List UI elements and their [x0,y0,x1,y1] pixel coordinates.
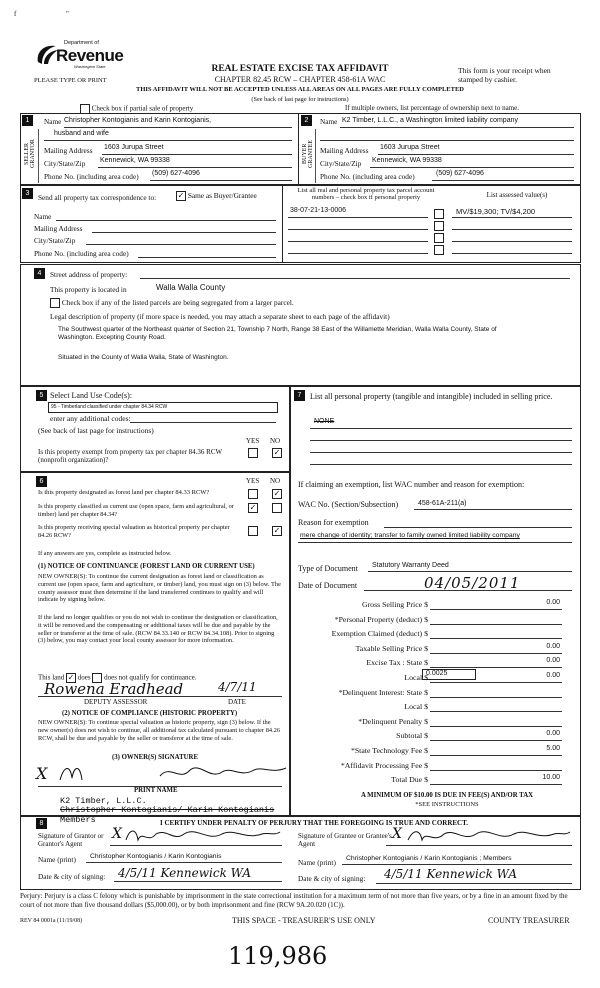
seller-city-value: Kennewick, WA 99338 [100,157,170,164]
reason-label: Reason for exemption [298,518,369,527]
segregated-label: Check box if any of the listed parcels are being segregated from a larger parcel. [61,298,294,307]
notice-1-paragraph-2: If the land no longer qualifies or you do not wish to continue the designation or classification, it will be removed and the compensating or additional taxes will be due and payable by the seller or transferor at the time of sale. (RCW 84.33.140 or RCW 84.34.108). Prior to signing (3) below, you may contact your local county assessor for more information. [38,614,278,645]
does-label: does [77,673,91,682]
grantee-sig-line [386,845,572,846]
value-line-1 [452,217,572,218]
wac-line [414,509,572,510]
grantee-date-label: Date & city of signing: [298,874,366,883]
historic-yes-checkbox[interactable] [248,526,258,536]
parcel-checkbox-3[interactable] [434,233,444,243]
located-label: This property is located in [50,285,127,294]
handwritten-number: 119,986 [228,942,328,970]
s3-name-line [56,220,276,221]
money-row-line [430,667,562,668]
buyer-mailing-line [378,154,574,155]
same-as-row [176,191,257,201]
forest-yes-checkbox[interactable] [248,489,258,499]
grantor-date-label: Date & city of signing: [38,872,106,881]
money-row-line [430,624,562,625]
treasurer-space-label: THIS SPACE - TREASURER'S USE ONLY [232,916,376,925]
current-use-no-checkbox[interactable] [272,503,282,513]
section-2-number: 2 [301,115,312,126]
seller-side-rule [38,129,39,183]
seller-mailing-label: Mailing Address [44,146,93,155]
assessor-signature: Rowena Eradhead [44,680,184,698]
personal-property-label: List all personal property (tangible and intangible) included in selling price. [310,392,553,401]
seller-name-label: Name [44,117,62,126]
s6-yes: YES [246,477,260,485]
buyer-phone-line [432,180,574,181]
notice-1-title: (1) NOTICE OF CONTINUANCE (FOREST LAND OR CURRENT USE) [38,563,255,570]
section-3-divider [282,185,283,262]
reason-line-2 [298,542,572,543]
grantee-signature-mark: X [392,826,402,842]
grantor-sig-line [110,845,282,846]
section-4-block [20,264,581,386]
forest-no-checkbox[interactable]: ✓ [273,489,281,498]
corner-mark: f [14,10,17,18]
grantee-date-line [376,883,572,884]
seller-city-label: City/State/Zip [44,159,86,168]
money-row-value[interactable]: 0.00 [546,672,560,679]
certify-statement: I CERTIFY UNDER PENALTY OF PERJURY THAT THE FOREGOING IS TRUE AND CORRECT. [160,819,469,827]
partial-sale-label: Check box if partial sale of property [91,104,194,113]
s3-phone-label: Phone No. (including area code) [34,249,129,258]
any-yes-note: If any answers are yes, complete as instructed below. [38,550,172,557]
s3-name-label: Name [34,212,52,221]
grantor-date-line [114,881,282,882]
money-row-label: Gross Selling Price $ [361,600,428,609]
money-row-line [430,726,562,727]
form-warning: THIS AFFIDAVIT WILL NOT BE ACCEPTED UNLESS ALL AREAS ON ALL PAGES ARE FULLY COMPLETED [136,86,464,93]
form-revision: REV 84 0001a (11/19/08) [20,918,83,924]
section-5-number: 5 [36,390,47,401]
money-row-value[interactable]: 0.00 [546,730,560,737]
wac-label: WAC No. (Section/Subsection) [298,500,399,509]
assessor-line [38,696,282,697]
print-name-2: Christopher Kontogianis/ Karin Kontogianis [60,805,275,815]
see-instructions-note: *SEE INSTRUCTIONS [415,801,479,808]
assessed-value: MV/$19,300; TV/$4,200 [456,207,536,216]
local-rate-value: 0.0025 [426,670,448,677]
money-row-label: Exemption Claimed (deduct) $ [331,629,428,638]
does-checkbox[interactable]: ✓ [67,673,75,682]
s3-city-label: City/State/Zip [34,236,76,245]
money-row-line [430,770,562,771]
doc-type-line [368,571,572,572]
land-use-select[interactable] [48,402,278,413]
county-treasurer-label: COUNTY TREASURER [488,916,570,925]
buyer-mailing-label: Mailing Address [320,146,369,155]
money-row-line [430,609,562,610]
exempt-yes-checkbox[interactable] [248,448,258,458]
print-name-1: K2 Timber, L.L.C. [60,796,147,806]
pp-line-1 [310,428,572,429]
money-row-line [430,740,562,741]
grantor-name-label: Name (print) [38,855,76,864]
deputy-label: DEPUTY ASSESSOR [84,698,148,706]
grantee-date-value: 4/5/11 Kennewick WA [384,867,518,881]
segregated-row [50,298,294,308]
form-chapter: CHAPTER 82.45 RCW – CHAPTER 458-61A WAC [214,75,386,84]
same-as-label: Same as Buyer/Grantee [187,191,257,200]
money-row-label: *State Technology Fee $ [350,746,428,755]
buyer-side-rule [315,129,316,183]
local-rate-box[interactable] [422,669,476,680]
parcel-checkbox-1[interactable] [434,209,444,219]
dept-name: Revenue [56,46,124,65]
date-label: DATE [228,698,246,706]
form-title: REAL ESTATE EXCISE TAX AFFIDAVIT [211,64,389,74]
seller-city-line [98,167,292,168]
money-row-value[interactable]: 10.00 [542,774,560,781]
money-row-line [430,653,562,654]
doc-type-label: Type of Document [298,564,358,573]
money-row-label: *Delinquent Penalty $ [358,717,428,726]
land-use-value: 95 - Timberland classified under chapter 84.34 RCW [51,404,168,410]
buyer-city-line [370,167,574,168]
money-row-label: Total Due $ [391,775,428,784]
print-name-label: PRINT NAME [134,787,178,794]
section-1-number: 1 [22,115,33,126]
grantor-signature-mark: X [112,826,122,842]
street-line [140,278,570,279]
seller-name-value: Christopher Kontogianis and Karin Kontogianis, [64,117,212,124]
notice-2-title: (2) NOTICE OF COMPLIANCE (HISTORIC PROPERTY) [62,710,238,717]
situated-text: Situated in the County of Walla Walla, State of Washington. [58,354,229,361]
seller-name-value-2: husband and wife [54,130,109,137]
buyer-phone-label: Phone No. (including area code) [320,172,415,181]
does-not-label: does not [104,673,128,682]
money-row-line [430,638,562,639]
segregated-checkbox[interactable] [50,298,60,308]
money-row-line [430,755,562,756]
money-row-label: *Delinquent Interest: State $ [338,688,428,697]
pp-line-2 [310,440,572,441]
seller-mailing-value: 1603 Jurupa Street [104,144,164,151]
money-row-label: Taxable Selling Price $ [355,644,428,653]
buyer-phone-value: (509) 627-4096 [436,170,484,177]
minimum-note: A MINIMUM OF $10.00 IS DUE IN FEE(S) AND/OR TAX [360,792,534,799]
seller-name2-line [44,140,292,141]
money-row-value[interactable]: 5.00 [546,745,560,752]
s5-yes: YES [246,437,260,445]
pp-line-4 [310,464,572,465]
street-label: Street address of property: [50,270,128,279]
money-row-label: Local $ [404,702,428,711]
exempt-question: Is this property exempt from property tax per chapter 84.36 RCW (nonprofit organization)? [38,448,222,465]
land-use-label: Select Land Use Code(s): [50,391,132,400]
buyer-side-label: BUYER GRANTEE [302,140,314,168]
buyer-name2-line [320,140,574,141]
money-row-line [430,711,562,712]
back-note: (See back of last page for instructions) [251,96,349,103]
value-line-2 [452,229,572,230]
dept-state: Washington State [74,64,106,69]
additional-codes-label: enter any additional codes: [50,414,131,423]
grantor-name-line [86,862,282,863]
doc-date-label: Date of Document [298,581,358,590]
seller-phone-value: (509) 627-4096 [152,170,200,177]
section-3-number: 3 [22,188,33,199]
buyer-mailing-value: 1603 Jurupa Street [380,144,440,151]
grantor-signature-scribble [122,826,282,846]
owner-signature-scribble [40,760,290,786]
seller-phone-line [150,180,292,181]
personal-property-value: NONE [314,418,335,425]
parcel-line-3 [288,241,428,242]
s5-no: NO [270,437,281,445]
legal-label: Legal description of property (if more space is needed, you may attach a separate sheet to each page of the affidavit) [50,312,390,321]
s3-phone-line [138,257,276,258]
seller-side-label: SELLER GRANTOR [24,139,36,169]
additional-codes-line [130,422,276,423]
parcel-line-4 [288,253,428,254]
this-land-label: This land [38,673,65,682]
money-row-label: Excise Tax : State $ [366,658,428,667]
buyer-city-label: City/State/Zip [320,159,362,168]
pp-line-3 [310,452,572,453]
wac-value: 458-61A-211(a) [418,500,467,507]
parcel-checkbox-4[interactable] [434,245,444,255]
value-line-4 [452,253,572,254]
section-4-number: 4 [34,268,45,279]
s3-city-line [86,244,276,245]
buyer-name-label: Name [320,117,338,126]
forest-question: Is this property designated as forest land per chapter 84.33 RCW? [38,489,210,496]
seller-name-line [64,127,292,128]
reason-value: mere change of identity; transfer to family owned limited liability company [300,532,520,539]
exempt-no-checkbox[interactable]: ✓ [273,448,281,457]
parcel-value: 38-07-21-13-0006 [290,207,347,214]
money-row-label: Local $ [404,673,428,682]
notice-2-paragraph: NEW OWNER(S): To continue special valuation as historic property, sign (3) below. If the new owner(s) does not wish to continue, all additional tax calculated pursuant to chapter 84.26 RCW, shall be due and payable by the seller or transferor at the time of sale. [38,719,281,742]
receipt-note: This form is your receipt when stamped by cashier. [458,66,551,85]
money-row-label: *Affidavit Processing Fee $ [340,761,428,770]
historic-no-checkbox[interactable]: ✓ [273,526,281,535]
qualify-label: qualify for continuance. [129,673,197,682]
money-row-label: Subtotal $ [396,731,428,740]
please-type: PLEASE TYPE OR PRINT [34,77,107,84]
exemption-label: If claiming an exemption, list WAC number and reason for exemption: [298,480,525,489]
historic-question: Is this property receiving special valuation as historical property per chapter 84.26 RCW? [38,524,230,539]
dept-line: Department of [64,40,99,46]
correspondence-label: Send all property tax correspondence to: [38,193,157,202]
revenue-logo [34,40,124,76]
s3-mailing-line [92,232,276,233]
print-name-3: Members [60,815,96,825]
buyer-name-line [340,127,574,128]
block-divider [298,113,299,184]
legal-description: The Southwest quarter of the Northeast quarter of Section 21, Township 7 North, Range 38 East of the Willamette Meridian, Walla Walla County, State of Washington. Excepting County Road. [58,326,497,342]
money-row-label: *Personal Property (deduct) $ [334,615,428,624]
reason-line-1 [384,527,572,528]
money-row-value[interactable]: 0.00 [546,599,560,606]
seller-phone-label: Phone No. (including area code) [44,172,139,181]
money-row-line [430,697,562,698]
multiple-owners-note: If multiple owners, list percentage of ownership next to name. [345,104,519,112]
section-8-number: 8 [36,818,47,829]
grantee-name-line [342,864,572,865]
grantee-name-label: Name (print) [298,858,336,867]
value-header: List assessed value(s) [486,191,548,199]
grantor-date-value: 4/5/11 Kennewick WA [118,866,252,880]
buyer-name-value: K2 Timber, L.L.C., a Washington limited liability company [342,117,518,124]
doc-type-value: Statutory Warranty Deed [372,562,449,569]
owner-signature-label: (3) OWNER(S) SIGNATURE [112,754,198,761]
doc-date-value: 04/05/2011 [424,574,521,592]
county-value: Walla Walla County [156,283,226,292]
grantor-name-value: Christopher Kontogianis / Karin Kontogianis [90,853,222,860]
notice-1-paragraph-1: NEW OWNER(S): To continue the current designation as forest land or classification as current use (open space, farm and agriculture, or timber) land, you must sign on (3) below. The county assessor must then determine if the land transferred continues to qualify and will indicate by signing below. [38,573,281,604]
current-use-question: Is this property classified as current use (open space, farm and agricultural, or timber) land per chapter 84.34? [38,503,234,518]
buyer-city-value: Kennewick, WA 99338 [372,157,442,164]
grantee-sig-label: Signature of Grantee or Grantee's Agent [298,832,392,849]
see-back-label: (See back of last page for instructions) [38,426,154,435]
same-as-checkbox[interactable]: ✓ [177,191,185,201]
seller-mailing-line [102,154,292,155]
assessor-date: 4/7/11 [218,680,257,694]
money-row-value[interactable]: 0.00 [546,657,560,664]
grantee-name-value: Christopher Kontogianis / Karin Kontogianis ; Members [346,855,512,862]
s3-mailing-label: Mailing Address [34,224,83,233]
money-row-line [430,682,562,683]
owner-signature-mark: X [36,764,48,783]
parcel-line-2 [288,229,428,230]
s6-no: NO [270,477,281,485]
section-7-number: 7 [294,390,305,401]
section-6-number: 6 [36,476,47,487]
money-row-value[interactable]: 0.00 [546,643,560,650]
perjury-notice: Perjury: Perjury is a class C felony which is punishable by imprisonment in the state correctional institution for a maximum term of not more than five years, or by a fine in an amount fixed by the court of not more than five thousand dollars ($5,000.00), or by both imprisonment and fine (RCW 9A.20.020 (1C)). [20,892,568,909]
parcel-checkbox-2[interactable] [434,221,444,231]
corner-dot: " [66,10,69,18]
current-use-yes-checkbox[interactable]: ✓ [249,503,257,512]
parcel-line-1 [288,217,428,218]
doc-date-line [364,590,572,591]
grantee-signature-scribble [404,826,572,846]
value-line-3 [452,241,572,242]
parcel-header: List all real and personal property tax parcel account numbers – check box if personal property [297,187,435,202]
grantor-sig-label: Signature of Grantor or Grantor's Agent [38,832,104,849]
money-row-line [430,784,562,785]
